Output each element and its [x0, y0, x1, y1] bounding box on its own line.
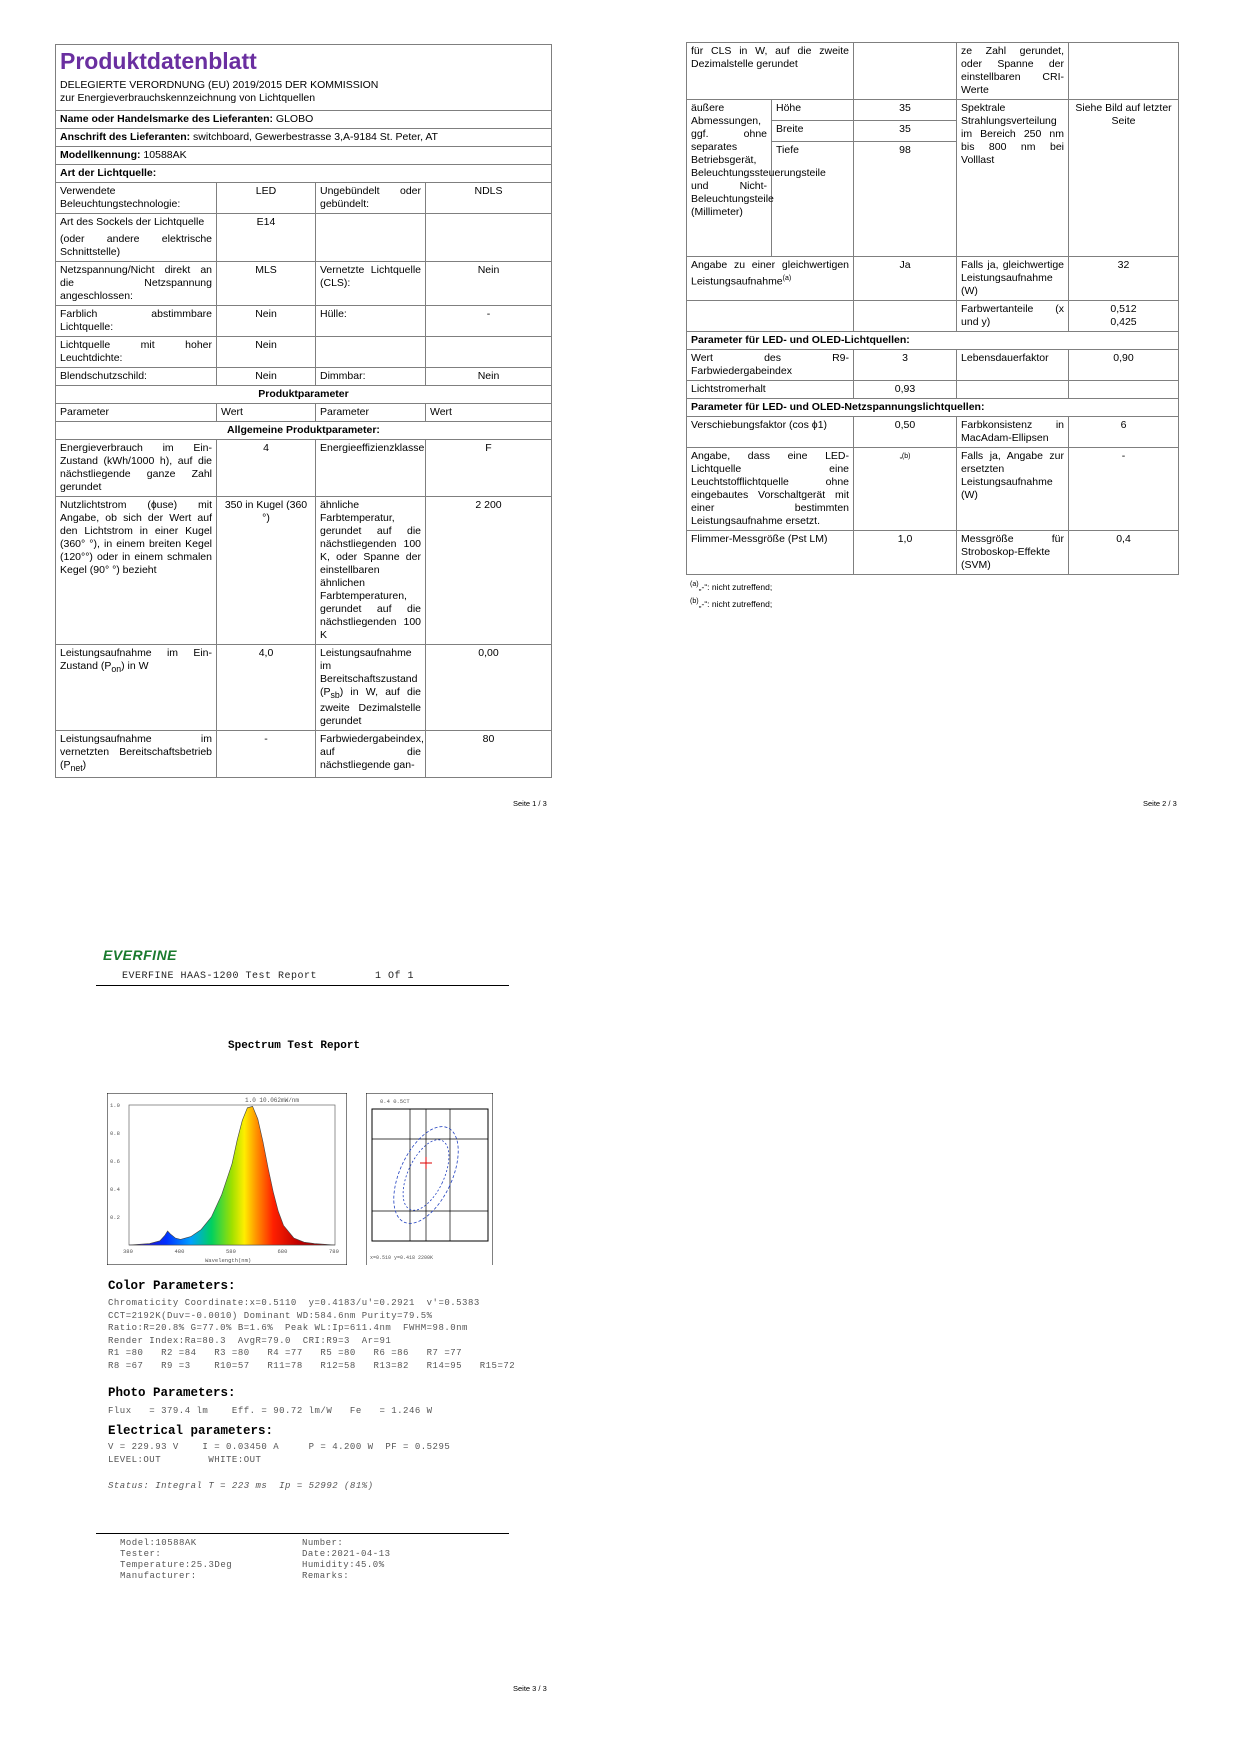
param-value: 0,90: [1069, 350, 1179, 381]
param-label: [687, 257, 854, 301]
y-tick-label: 0.8: [110, 1130, 120, 1137]
spectral-label: Spektrale Strahlungsverteilung im Bereich 250 nm bis 800 nm bei Volllast: [957, 100, 1069, 257]
color-params-block: [108, 1297, 515, 1372]
product-data-table-part-2: [686, 42, 1179, 575]
param-value: NDLS: [426, 183, 552, 214]
param-value: Nein: [426, 368, 552, 386]
param-label: für CLS in W, auf die zweite Dezimalstelle gerundet: [687, 43, 854, 100]
footnote-ref: (a): [782, 275, 792, 282]
page-number: Seite 2 / 3: [1143, 799, 1177, 808]
param-label-text: Leistungsaufnahme im vernetzten Bereitschaftsbetrieb (P: [60, 733, 212, 772]
footnote-text: „-“: nicht zutreffend;: [698, 598, 773, 609]
electrical-params-heading: Electrical parameters:: [108, 1424, 274, 1438]
chroma-x: 0,512: [1110, 303, 1137, 315]
cie-chart: [366, 1093, 493, 1265]
supplier-name-label: Name oder Handelsmarke des Lieferanten:: [60, 113, 273, 125]
param-value: 4: [217, 440, 316, 497]
param-label: Lebensdauerfaktor: [957, 350, 1069, 381]
param-value: 0,4: [1069, 531, 1179, 575]
status-line: Status: Integral T = 223 ms Ip = 52992 (81%): [108, 1481, 374, 1491]
param-label: Farbkonsistenz in MacAdam-Ellipsen: [957, 417, 1069, 448]
param-label: Dimmbar:: [316, 368, 426, 386]
lighting-type-heading: Art der Lichtquelle:: [56, 165, 552, 183]
footer-tester: Tester:: [120, 1549, 162, 1559]
general-params-heading: Allgemeine Produktparameter:: [56, 422, 552, 440]
footnote-text: „-“: nicht zutreffend;: [698, 581, 773, 592]
electrical-params-block: [108, 1441, 450, 1466]
footer-date: Date:2021-04-13: [302, 1549, 391, 1559]
param-value: -: [217, 731, 316, 778]
header-rule: [96, 985, 509, 986]
footer-model: Model:10588AK: [120, 1538, 197, 1548]
x-axis-label: Wavelength(nm): [205, 1257, 252, 1264]
mains-params-heading: Parameter für LED- und OLED-Netzspannungslichtquellen:: [687, 399, 1179, 417]
param-label-text: ): [82, 759, 87, 772]
param-label: Farbwertanteile (x und y): [957, 301, 1069, 332]
cie-background: [366, 1093, 493, 1265]
color-params-heading: Color Parameters:: [108, 1279, 236, 1293]
color-param-line: Ratio:R=20.8% G=77.0% B=1.6% Peak WL:Ip=611.4nm FWHM=98.0nm: [108, 1323, 468, 1333]
empty-cell: [426, 337, 552, 368]
param-label-text: ) in W, auf die zweite Dezimalstelle gerundet: [320, 686, 421, 728]
depth-value: 98: [854, 142, 957, 257]
footer-temperature: Temperature:25.3Deg: [120, 1560, 233, 1570]
x-tick-label: 680: [277, 1248, 288, 1255]
param-value: F: [426, 440, 552, 497]
param-label: Vernetzte Lichtquelle (CLS):: [316, 262, 426, 306]
param-value: 0,00: [426, 645, 552, 731]
width-label: Breite: [772, 121, 854, 142]
cie-x-caption: x=0.510 y=0.418 2200K: [370, 1255, 434, 1261]
param-label: [316, 645, 426, 731]
param-label: Energieverbrauch im Ein-Zustand (kWh/1000 h), auf die nächstliegende ganze Zahl gerundet: [56, 440, 217, 497]
model-id: 10588AK: [143, 149, 187, 161]
param-value: 0,93: [854, 381, 957, 399]
socket-note: (oder andere elektrische Schnittstelle): [60, 233, 212, 258]
param-label: Falls ja, gleichwertige Leistungsaufnahme (W): [957, 257, 1069, 301]
color-param-line: R1 =80 R2 =84 R3 =80 R4 =77 R5 =80 R6 =86 R7 =77: [108, 1348, 463, 1358]
footnote-marker: (b): [690, 597, 699, 605]
dimensions-label: äußere Abmessungen, ggf. ohne separates Betriebsgerät, Beleuchtungssteuerungsteile und Nicht-Beleuchtungsteile (Millimeter): [687, 100, 772, 257]
param-value: -: [426, 306, 552, 337]
width-value: 35: [854, 121, 957, 142]
color-param-line: R8 =67 R9 =3 R10=57 R11=78 R12=58 R13=82 R14=95 R15=72: [108, 1360, 516, 1371]
param-value: E14: [217, 214, 316, 262]
param-label: Ungebündelt oder gebündelt:: [316, 183, 426, 214]
footer-manufacturer: Manufacturer:: [120, 1571, 197, 1581]
param-label-text: ) in W: [121, 660, 149, 672]
subscript: on: [111, 664, 122, 675]
footnote-marker: (a): [690, 580, 699, 588]
param-value: Nein: [217, 337, 316, 368]
color-param-line: Chromaticity Coordinate:x=0.5110 y=0.4183/u'=0.2921 v'=0.5383: [108, 1298, 480, 1308]
report-title: Spectrum Test Report: [228, 1040, 361, 1052]
column-header-value: Wert: [426, 404, 552, 422]
param-label: Nutzlichtstrom (ɸuse) mit Angabe, ob sich der Wert auf den Lichtstrom in einer Kugel (360° °), in einem breiten Kegel (120°°) oder in einem schmalen Kegel (90° °) bezieht: [56, 497, 217, 645]
supplier-address-label: Anschrift des Lieferanten:: [60, 131, 191, 143]
empty-cell: [426, 214, 552, 262]
product-data-table-part-1: [55, 44, 552, 778]
param-value: -: [1069, 448, 1179, 531]
param-label: Messgröße für Stroboskop-Effekte (SVM): [957, 531, 1069, 575]
param-value: LED: [217, 183, 316, 214]
column-header-parameter: Parameter: [56, 404, 217, 422]
param-value: 350 in Kugel (360 °): [217, 497, 316, 645]
param-value: [1069, 301, 1179, 332]
param-value: Nein: [217, 306, 316, 337]
param-value: 32: [1069, 257, 1179, 301]
spectrum-chart: [107, 1093, 347, 1265]
param-label: Hülle:: [316, 306, 426, 337]
param-label: Wert des R9-Farbwiedergabeindex: [687, 350, 854, 381]
footer-number: Number:: [302, 1538, 344, 1548]
param-label: Verschiebungsfaktor (cos ϕ1): [687, 417, 854, 448]
param-label: Lichtquelle mit hoher Leuchtdichte:: [56, 337, 217, 368]
param-label-text: Leistungsaufnahme im Ein-Zustand (P: [60, 647, 212, 672]
empty-cell: [854, 43, 957, 100]
footer-left: [120, 1538, 232, 1582]
y-tick-label: 0.4: [110, 1186, 120, 1193]
param-label: [56, 214, 217, 262]
param-label: Farblich abstimmbare Lichtquelle:: [56, 306, 217, 337]
page-number: Seite 3 / 3: [513, 1684, 547, 1693]
param-label: Netzspannung/Nicht direkt an die Netzspannung angeschlossen:: [56, 262, 217, 306]
spectral-value: Siehe Bild auf letzter Seite: [1069, 100, 1179, 257]
footer-rule: [96, 1533, 509, 1534]
empty-cell: [687, 301, 854, 332]
param-label: [56, 645, 217, 731]
param-label: Blendschutzschild:: [56, 368, 217, 386]
product-params-heading: Produktparameter: [56, 386, 552, 404]
empty-cell: [854, 301, 957, 332]
param-label: Verwendete Beleuchtungstechnologie:: [56, 183, 217, 214]
param-value: Nein: [217, 368, 316, 386]
param-value: 80: [426, 731, 552, 778]
spectrum-caption: 1.0 10.062mW/nm: [245, 1097, 300, 1104]
param-value: Ja: [854, 257, 957, 301]
depth-label: Tiefe: [772, 142, 854, 257]
param-label-text: Leistungsaufnahme im Bereitschaftszustand (P: [320, 647, 418, 698]
x-tick-label: 480: [174, 1248, 185, 1255]
param-value: MLS: [217, 262, 316, 306]
y-tick-label: 0.6: [110, 1158, 120, 1165]
supplier-name: GLOBO: [275, 113, 314, 125]
param-value: 0,50: [854, 417, 957, 448]
x-tick-label: 580: [226, 1248, 236, 1255]
report-page: 1 Of 1: [375, 971, 415, 982]
param-value: 3: [854, 350, 957, 381]
param-value: 4,0: [217, 645, 316, 731]
empty-cell: [1069, 381, 1179, 399]
param-value: 1,0: [854, 531, 957, 575]
param-label: ähnliche Farbtemperatur, gerundet auf die nächstliegenden 100 K, oder Spanne der einstellbaren ähnlichen Farbtemperaturen, gerundet auf die nächstliegenden 100 K: [316, 497, 426, 645]
regulation-text: DELEGIERTE VERORDNUNG (EU) 2019/2015 DER KOMMISSION zur Energieverbrauchskennzeichnung von Lichtquellen: [60, 79, 379, 104]
column-header-value: Wert: [217, 404, 316, 422]
y-tick-label: 1.0: [110, 1102, 120, 1109]
model-label: Modellkennung:: [60, 149, 141, 161]
electrical-param-line: LEVEL:OUT WHITE:OUT: [108, 1454, 262, 1465]
param-label-text: Angabe zu einer gleichwertigen Leistungsaufnahme: [691, 259, 850, 288]
color-param-line: Render Index:Ra=80.3 AvgR=79.0 CRI:R9=3 Ar=91: [108, 1335, 392, 1346]
x-tick-label: 380: [123, 1248, 133, 1255]
photo-params-heading: Photo Parameters:: [108, 1386, 236, 1400]
empty-cell: [957, 381, 1069, 399]
page-title: Produktdatenblatt: [60, 48, 257, 74]
height-label: Höhe: [772, 100, 854, 121]
color-param-line: CCT=2192K(Duv=-0.0010) Dominant WD:584.6nm Purity=79.5%: [108, 1310, 433, 1321]
param-label: Farbwiedergabeindex, auf die nächstliegende gan-: [316, 731, 426, 778]
param-label: Angabe, dass eine LED-Lichtquelle eine Leuchtstofflichtquelle ohne eingebautes Vorschaltgerät mit einer bestimmten Leistungsaufnahme ersetzt.: [687, 448, 854, 531]
report-header: EVERFINE HAAS-1200 Test Report: [122, 971, 318, 982]
supplier-address: switchboard, Gewerbestrasse 3,A-9184 St. Peter, AT: [193, 131, 438, 143]
column-header-parameter: Parameter: [316, 404, 426, 422]
param-value: „(b): [854, 448, 957, 531]
footnote-b: [690, 597, 772, 609]
param-value: 2 200: [426, 497, 552, 645]
height-value: 35: [854, 100, 957, 121]
param-value: Nein: [426, 262, 552, 306]
footer-right: [302, 1538, 391, 1582]
subscript: net: [70, 763, 83, 774]
cie-caption: 0.4 0.5CT: [380, 1098, 410, 1105]
page-number: Seite 1 / 3: [513, 799, 547, 808]
param-label: Lichtstromerhalt: [687, 381, 854, 399]
photo-param-line: Flux = 379.4 lm Eff. = 90.72 lm/W Fe = 1.246 W: [108, 1406, 433, 1416]
param-label: Flimmer-Messgröße (Pst LM): [687, 531, 854, 575]
y-tick-label: 0.2: [110, 1214, 120, 1221]
empty-cell: [316, 337, 426, 368]
everfine-logo: EVERFINE: [103, 947, 178, 963]
footer-remarks: Remarks:: [302, 1571, 350, 1581]
socket-label: Art des Sockels der Lichtquelle: [60, 216, 205, 228]
empty-cell: [1069, 43, 1179, 100]
electrical-param-line: V = 229.93 V I = 0.03450 A P = 4.200 W PF = 0.5295: [108, 1442, 451, 1452]
param-label: [56, 731, 217, 778]
led-params-heading: Parameter für LED- und OLED-Lichtquellen:: [687, 332, 1179, 350]
param-label: ze Zahl gerundet, oder Spanne der einstellbaren CRI-Werte: [957, 43, 1069, 100]
param-value: 6: [1069, 417, 1179, 448]
param-label: Falls ja, Angabe zur ersetzten Leistungsaufnahme (W): [957, 448, 1069, 531]
footer-humidity: Humidity:45.0%: [302, 1560, 385, 1570]
subscript: sb: [330, 690, 340, 701]
footnote-a: [690, 580, 772, 592]
x-tick-label: 780: [329, 1248, 339, 1255]
param-label: Energieeffizienzklasse: [316, 440, 426, 497]
chroma-y: 0,425: [1110, 316, 1137, 328]
empty-cell: [316, 214, 426, 262]
